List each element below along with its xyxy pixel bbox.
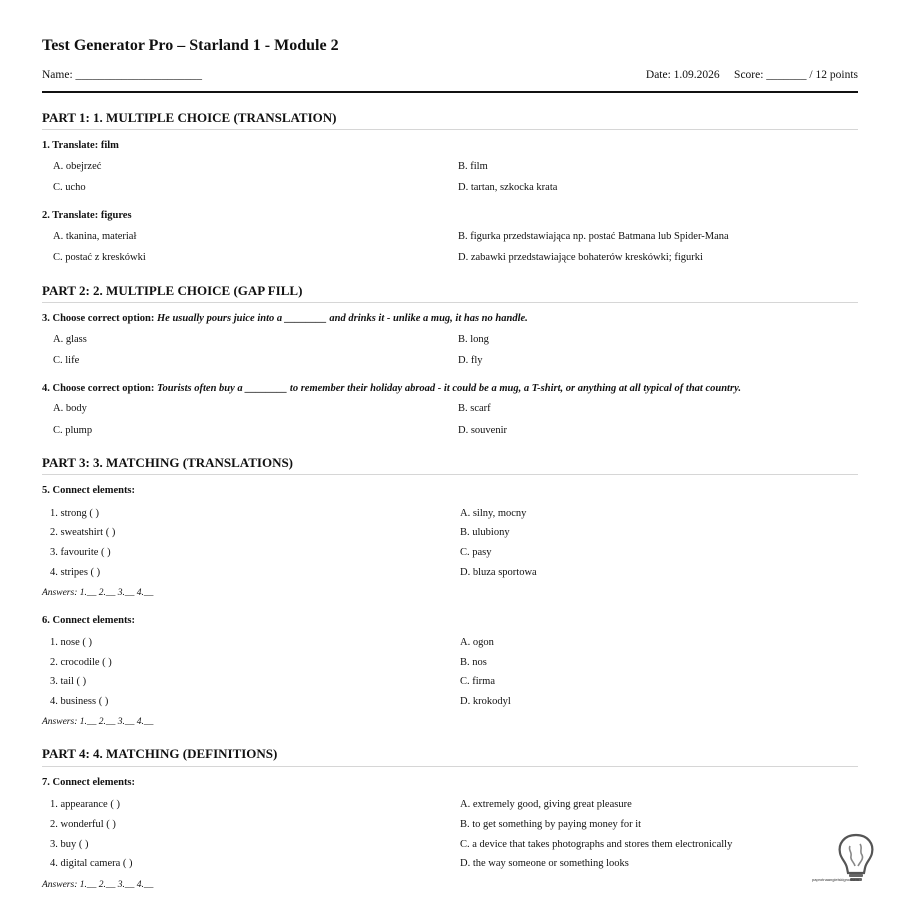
question-7-answers[interactable]: Answers: 1.__ 2.__ 3.__ 4.__ xyxy=(42,880,154,890)
question-7-right-item: B. to get something by paying money for it xyxy=(460,819,642,830)
question-2-option-b[interactable]: B. figurka przedstawiająca np. postać Batmana lub Spider-Mana xyxy=(458,231,729,242)
question-2-option-d[interactable]: D. zabawki przedstawiające bohaterów kreskówki; figurki xyxy=(458,252,703,263)
question-7-left-item: 2. wonderful ( ) xyxy=(50,819,116,830)
question-3-option-a[interactable]: A. glass xyxy=(53,334,87,345)
part-1-divider xyxy=(42,129,858,130)
question-4-option-a[interactable]: A. body xyxy=(53,403,87,414)
question-6-left-item: 1. nose ( ) xyxy=(50,637,92,648)
part-4-title: PART 4: 4. MATCHING (DEFINITIONS) xyxy=(42,746,278,761)
question-2-label: 2. Translate: figures xyxy=(42,210,132,221)
question-6-left-item: 3. tail ( ) xyxy=(50,676,87,687)
question-1-option-b[interactable]: B. film xyxy=(458,161,488,172)
question-7-right-item: A. extremely good, giving great pleasure xyxy=(460,799,632,810)
part-2-divider xyxy=(42,302,858,303)
question-5-right-item: C. pasy xyxy=(460,547,492,558)
question-5-left-item: 4. stripes ( ) xyxy=(50,567,101,578)
question-5-right-item: A. silny, mocny xyxy=(460,508,527,519)
question-6-right-item: A. ogon xyxy=(460,637,494,648)
question-3-sentence: He usually pours juice into a ________ and drinks it - unlike a mug, it has no handle. xyxy=(157,313,528,324)
question-4-label xyxy=(42,383,741,394)
question-7-left-item: 3. buy ( ) xyxy=(50,839,89,850)
question-5-answers[interactable]: Answers: 1.__ 2.__ 3.__ 4.__ xyxy=(42,588,154,598)
question-7-right-item: D. the way someone or something looks xyxy=(460,858,629,869)
question-6-right-item: D. krokodyl xyxy=(460,696,511,707)
logo-text: paprotnaangielskigrochem xyxy=(812,877,859,882)
question-4-sentence: Tourists often buy a ________ to remember their holiday abroad - it could be a mug, a T-shirt, or anything at all typical of that country. xyxy=(157,383,741,394)
question-5-left-item: 1. strong ( ) xyxy=(50,508,99,519)
question-6-left-item: 4. business ( ) xyxy=(50,696,109,707)
name-field-label: Name: ______________________ xyxy=(42,69,203,81)
question-6-answers[interactable]: Answers: 1.__ 2.__ 3.__ 4.__ xyxy=(42,717,154,727)
question-6-label: 6. Connect elements: xyxy=(42,615,136,626)
part-1-title: PART 1: 1. MULTIPLE CHOICE (TRANSLATION) xyxy=(42,110,337,125)
question-3-label xyxy=(42,313,528,324)
date-label: Date: 1.09.2026 xyxy=(645,69,720,81)
score-label: Score: _______ / 12 points xyxy=(734,69,858,81)
question-7-label: 7. Connect elements: xyxy=(42,777,136,788)
question-5-right-item: B. ulubiony xyxy=(460,527,510,538)
header-divider xyxy=(42,91,858,93)
question-3-prefix: 3. Choose correct option: xyxy=(42,313,157,324)
question-3-option-d[interactable]: D. fly xyxy=(458,355,483,366)
question-4-prefix: 4. Choose correct option: xyxy=(42,383,157,394)
question-5-right-item: D. bluza sportowa xyxy=(460,567,537,578)
question-6-left-item: 2. crocodile ( ) xyxy=(50,657,112,668)
part-4-divider xyxy=(42,766,858,767)
question-1-label: 1. Translate: film xyxy=(42,140,119,151)
question-4-option-b[interactable]: B. scarf xyxy=(458,403,491,414)
question-4-option-c[interactable]: C. plump xyxy=(53,425,93,436)
part-3-title: PART 3: 3. MATCHING (TRANSLATIONS) xyxy=(42,455,294,470)
question-1-option-a[interactable]: A. obejrzeć xyxy=(53,161,102,172)
date-score-group xyxy=(646,69,858,81)
question-5-left-item: 3. favourite ( ) xyxy=(50,547,111,558)
question-3-option-b[interactable]: B. long xyxy=(458,334,489,345)
question-5-left-item: 2. sweatshirt ( ) xyxy=(50,527,116,538)
part-3-divider xyxy=(42,474,858,475)
page-title: Test Generator Pro – Starland 1 - Module 2 xyxy=(42,37,339,54)
question-4-option-d[interactable]: D. souvenir xyxy=(458,425,507,436)
question-7-left-item: 4. digital camera ( ) xyxy=(50,858,133,869)
question-1-option-d[interactable]: D. tartan, szkocka krata xyxy=(458,182,558,193)
question-1-option-c[interactable]: C. ucho xyxy=(53,182,86,193)
question-6-right-item: B. nos xyxy=(460,657,487,668)
question-2-option-a[interactable]: A. tkanina, materiał xyxy=(53,231,137,242)
question-7-left-item: 1. appearance ( ) xyxy=(50,799,120,810)
question-3-option-c[interactable]: C. life xyxy=(53,355,80,366)
question-6-right-item: C. firma xyxy=(460,676,495,687)
question-5-label: 5. Connect elements: xyxy=(42,485,136,496)
question-7-right-item: C. a device that takes photographs and stores them electronically xyxy=(460,839,733,850)
question-2-option-c[interactable]: C. postać z kreskówki xyxy=(53,252,146,263)
part-2-title: PART 2: 2. MULTIPLE CHOICE (GAP FILL) xyxy=(42,283,303,298)
